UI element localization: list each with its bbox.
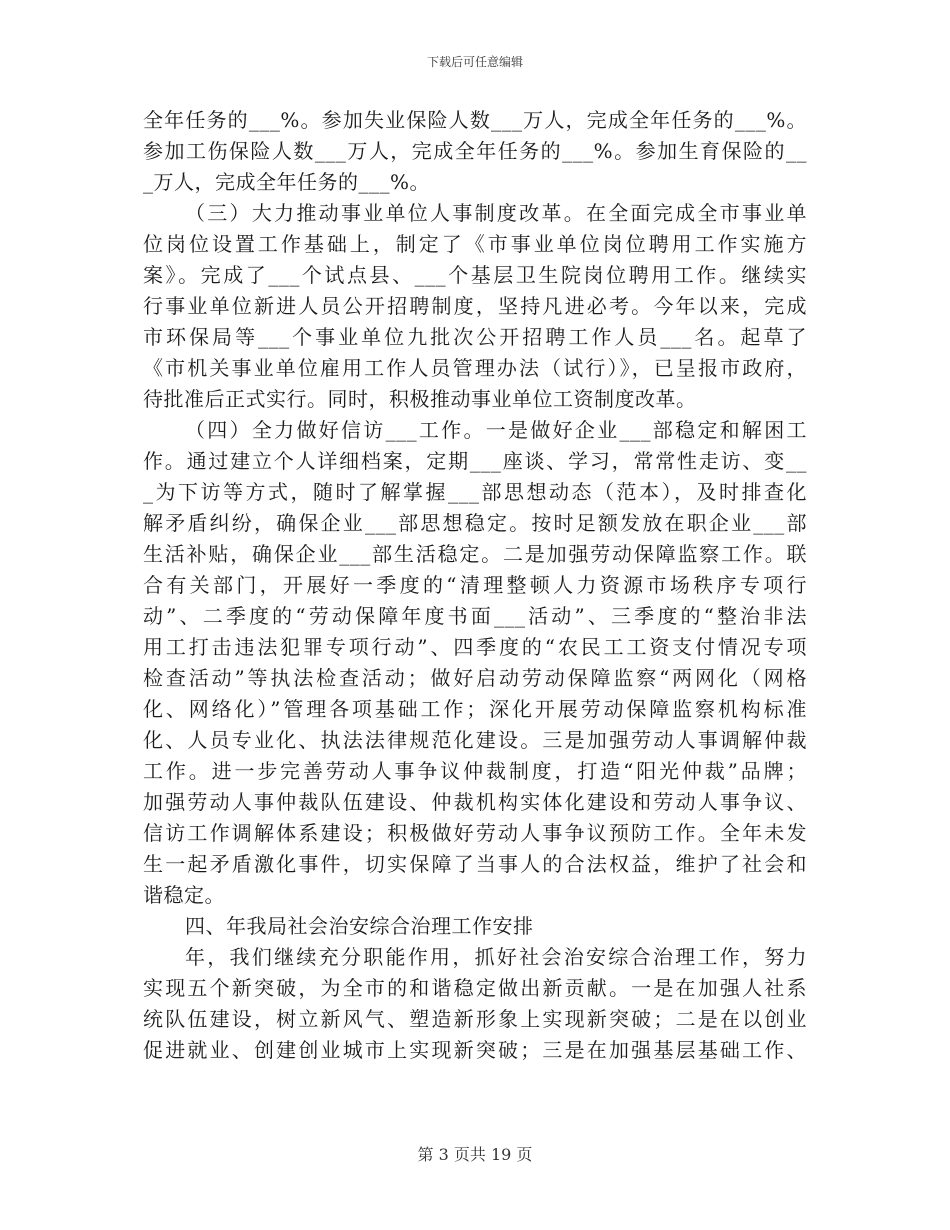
text-line: 促进就业、创建创业城市上实现新突破；三是在加强基层基础工作、 (143, 1038, 807, 1062)
text-line: 市环保局等___个事业单位九批次公开招聘工作人员___名。起草了 (143, 325, 807, 349)
text-line: _为下访等方式，随时了解掌握___部思想动态（范本），及时排查化 (143, 480, 807, 504)
text-line: （四）全力做好信访___工作。一是做好企业___部稳定和解困工 (185, 418, 807, 442)
text-line: 生一起矛盾激化事件，切实保障了当事人的合法权益，维护了社会和 (143, 852, 807, 876)
page-number: 第 3 页共 19 页 (417, 1145, 533, 1164)
text-line: 行事业单位新进人员公开招聘制度，坚持凡进必考。今年以来，完成 (143, 294, 807, 318)
text-line: 加强劳动人事仲裁队伍建设、仲裁机构实体化建设和劳动人事争议、 (143, 790, 807, 814)
page-header-note: 下载后可任意编辑 (426, 55, 523, 69)
text-line: _万人，完成全年任务的___%。 (143, 170, 431, 194)
text-line: 《市机关事业单位雇用工作人员管理办法（试行）》，已呈报市政府， (143, 356, 807, 380)
text-line: 位岗位设置工作基础上，制定了《市事业单位岗位聘用工作实施方 (143, 232, 807, 256)
text-line: 合有关部门，开展好一季度的“清理整顿人力资源市场秩序专项行 (143, 573, 807, 597)
text-line: 作。通过建立个人详细档案，定期___座谈、学习，常常性走访、变__ (143, 449, 807, 473)
text-line: 待批准后正式实行。同时，积极推动事业单位工资制度改革。 (143, 387, 697, 411)
text-line: 案》。完成了___个试点县、___个基层卫生院岗位聘用工作。继续实 (143, 263, 807, 287)
text-line: 动”、二季度的“劳动保障年度书面___活动”、三季度的“整治非法 (143, 604, 807, 628)
text-line: 生活补贴，确保企业___部生活稳定。二是加强劳动保障监察工作。联 (143, 542, 807, 566)
text-line: 谐稳定。 (143, 883, 225, 907)
text-line: 实现五个新突破，为全市的和谐稳定做出新贡献。一是在加强人社系 (143, 976, 807, 1000)
text-line: 统队伍建设，树立新风气、塑造新形象上实现新突破；二是在以创业 (143, 1007, 807, 1031)
text-line: （三）大力推动事业单位人事制度改革。在全面完成全市事业单 (185, 201, 807, 225)
document-body (143, 105, 807, 1066)
text-line: 检查活动”等执法检查活动；做好启动劳动保障监察“两网化（网格 (143, 666, 807, 690)
text-line: 化、网络化）”管理各项基础工作；深化开展劳动保障监察机构标准 (143, 697, 807, 721)
text-line: 年，我们继续充分职能作用，抓好社会治安综合治理工作，努力 (185, 945, 807, 969)
text-line: 化、人员专业化、执法法律规范化建设。三是加强劳动人事调解仲裁 (143, 728, 807, 752)
text-line: 解矛盾纠纷，确保企业___部思想稳定。按时足额发放在职企业___部 (143, 511, 807, 535)
text-line: 参加工伤保险人数___万人，完成全年任务的___%。参加生育保险的__ (143, 139, 807, 163)
text-line: 四、年我局社会治安综合治理工作安排 (185, 914, 534, 938)
text-line: 信访工作调解体系建设；积极做好劳动人事争议预防工作。全年未发 (143, 821, 807, 845)
text-line: 工作。进一步完善劳动人事争议仲裁制度，打造“阳光仲裁”品牌； (143, 759, 807, 783)
text-line: 用工打击违法犯罪专项行动”、四季度的“农民工工资支付情况专项 (143, 635, 807, 659)
text-line: 全年任务的___%。参加失业保险人数___万人，完成全年任务的___%。 (143, 108, 807, 132)
